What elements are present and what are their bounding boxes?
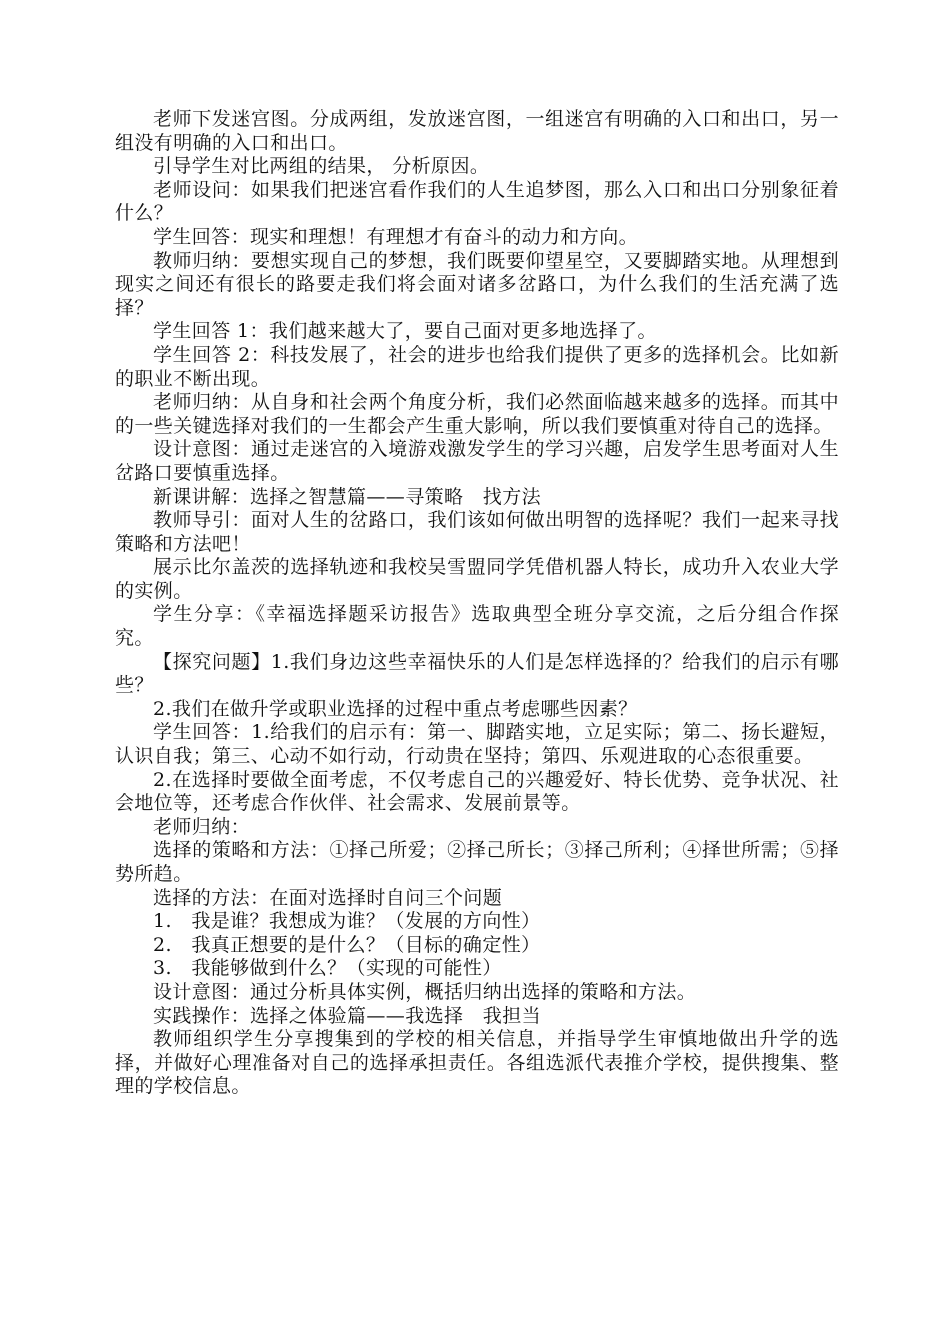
paragraph-student-answer-1: 学生回答 1：我们越来越大了，要自己面对更多地选择了。: [153, 320, 657, 343]
list-item-question-3: 3. 我能够做到什么？（实现的可能性）: [153, 957, 502, 980]
paragraph-student-answer-inquiry-1: 学生回答：1.给我们的启示有：第一、脚踏实地，立足实际；第二、扬长避短，认识自我；第三、心动不如行动，行动贵在坚持；第四、乐观进取的心态很重要。: [115, 721, 839, 768]
paragraph-student-answer-2: 学生回答 2：科技发展了，社会的进步也给我们提供了更多的选择机会。比如新的职业不断出现。: [115, 343, 839, 390]
paragraph-student-share: 学生分享：《幸福选择题采访报告》选取典型全班分享交流，之后分组合作探究。: [115, 603, 839, 650]
document-body: [115, 108, 839, 1099]
paragraph-student-answer-inquiry-2: 2.在选择时要做全面考虑，不仅考虑自己的兴趣爱好、特长优势、竞争状况、社会地位等，还考虑合作伙伴、社会需求、发展前景等。: [115, 768, 839, 815]
paragraph-teacher-organize: 教师组织学生分享搜集到的学校的相关信息，并指导学生审慎地做出升学的选择，并做好心理准备对自己的选择承担责任。各组选派代表推介学校，提供搜集、整理的学校信息。: [115, 1028, 839, 1098]
paragraph-inquiry-question-1: 【探究问题】1.我们身边这些幸福快乐的人们是怎样选择的？给我们的启示有哪些？: [115, 650, 839, 697]
list-item-question-1: 1. 我是谁？我想成为谁？（发展的方向性）: [153, 910, 541, 933]
paragraph-teacher-question: 老师设问：如果我们把迷宫看作我们的人生追梦图，那么入口和出口分别象征着什么？: [115, 178, 839, 225]
paragraph-practice: 实践操作：选择之体验篇——我选择 我担当: [153, 1004, 542, 1027]
paragraph-teacher-guide: 教师导引：面对人生的岔路口，我们该如何做出明智的选择呢？我们一起来寻找策略和方法吧！: [115, 509, 839, 555]
paragraph-teacher-summary-2: 老师归纳：从自身和社会两个角度分析，我们必然面临越来越多的选择。而其中的一些关键选择对我们的一生都会产生重大影响，所以我们要慎重对待自己的选择。: [115, 391, 839, 437]
paragraph-compare-results: 引导学生对比两组的结果， 分析原因。: [153, 155, 490, 178]
paragraph-example-showcase: 展示比尔盖茨的选择轨迹和我校吴雪盟同学凭借机器人特长，成功升入农业大学的实例。: [115, 556, 839, 602]
list-item-question-2: 2. 我真正想要的是什么？（目标的确定性）: [153, 933, 541, 956]
paragraph-methods-intro: 选择的方法：在面对选择时自问三个问题: [153, 886, 503, 909]
paragraph-teacher-summary-3: 老师归纳：: [153, 815, 251, 838]
paragraph-teacher-summary-1: 教师归纳：要想实现自己的梦想，我们既要仰望星空，又要脚踏实地。从理想到现实之间还有很长的路要走我们将会面对诸多岔路口，为什么我们的生活充满了选择？: [115, 249, 839, 319]
paragraph-design-intent-2: 设计意图：通过分析具体实例，概括归纳出选择的策略和方法。: [153, 980, 697, 1003]
paragraph-inquiry-question-2: 2.我们在做升学或职业选择的过程中重点考虑哪些因素？: [153, 697, 638, 720]
paragraph-new-lesson: 新课讲解：选择之智慧篇——寻策略 找方法: [153, 485, 542, 508]
paragraph-maze-handout: 老师下发迷宫图。分成两组，发放迷宫图，一组迷宫有明确的入口和出口，另一组没有明确的入口和出口。: [115, 108, 839, 154]
paragraph-strategies: 选择的策略和方法：①择己所爱；②择己所长；③择己所利；④择世所需；⑤择势所趋。: [115, 839, 839, 885]
paragraph-student-answer: 学生回答：现实和理想！有理想才有奋斗的动力和方向。: [153, 225, 639, 248]
paragraph-design-intent-1: 设计意图：通过走迷宫的入境游戏激发学生的学习兴趣，启发学生思考面对人生岔路口要慎重选择。: [115, 438, 839, 484]
